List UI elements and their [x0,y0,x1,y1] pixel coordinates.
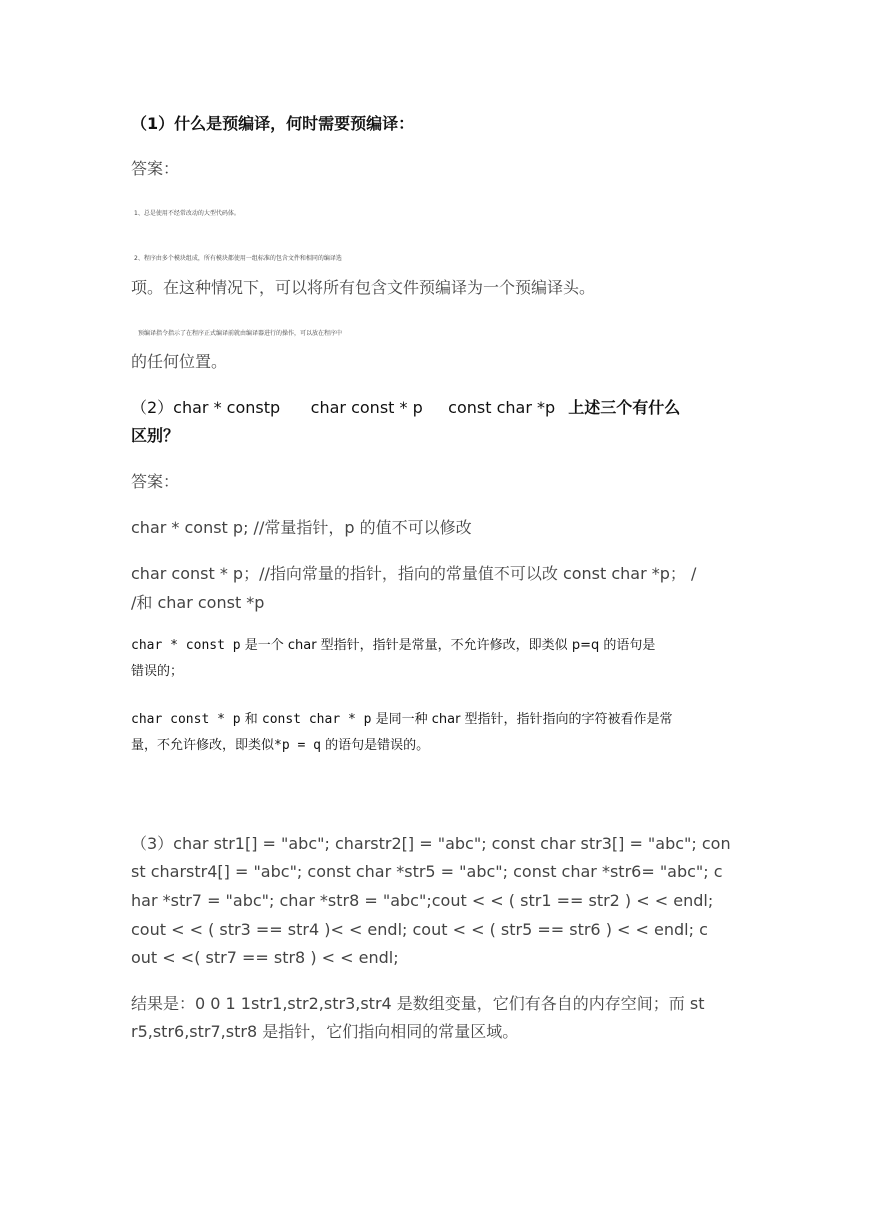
q2-title-line-2: 区别？ [131,426,180,445]
q2-answer-label: 答案： [131,472,180,491]
q1-answer-label: 答案： [131,159,180,178]
explain-text: 的语句是错误的。 [325,738,430,753]
q3-line-5: out < <( str7 == str8 ) < < endl; [131,948,399,967]
q3-line-3: har *str7 = "abc"; char *str8 = "abc";cout < < ( str1 == str2 ) < < endl; [131,891,714,910]
q3-result-line-1: 结果是：0 0 1 1str1,str2,str3,str4 是数组变量，它们有各自的内存空间；而 st [131,994,705,1013]
q3-line-2: st charstr4[] = "abc"; const char *str5 = "abc"; const char *str6= "abc"; c [131,862,723,881]
explain-text: 量，不允许修改，即类似 [131,738,275,753]
code-snippet: *p = q [274,738,321,753]
q1-item-2-line-2: 项。在这种情况下，可以将所有包含文件预编译为一个预编译头。 [131,278,596,297]
q2-title-text: 上述三个有什么 [568,398,681,417]
code-snippet: char const * p [131,712,241,727]
q2-answer-1: char * const p; //常量指针，p 的值不可以修改 [131,518,472,537]
code-snippet: char * const p [131,638,241,653]
q2-explain-2-line-2 [131,734,738,758]
explain-text: 是同一种 char 型指针，指针指向的字符被看作是常 [375,712,673,727]
explain-text: 是一个 char 型指针，指针是常量，不允许修改，即类似 p=q 的语句是 [244,638,656,653]
q2-explain-2 [131,708,738,732]
q1-note-line-2: 的任何位置。 [131,352,228,371]
q1-item-1: 1、总是使用不经常改动的大型代码体。 [134,210,240,217]
q1-note-line-1: 预编译指令指示了在程序正式编译前就由编译器进行的操作，可以放在程序中 [138,330,343,337]
q3-result-line-2: r5,str6,str7,str8 是指针，它们指向相同的常量区域。 [131,1022,519,1041]
q2-explain-1 [131,634,738,658]
q2-explain-1-line-2: 错误的； [131,664,184,679]
code-snippet: const char * p [261,712,372,727]
q3-line-1: （3）char str1[] = "abc"; charstr2[] = "abc"; const char str3[] = "abc"; con [131,834,731,853]
q2-title [131,394,738,422]
q1-item-2-line-1: 2、程序由多个模块组成，所有模块都使用一组标准的包含文件和相同的编译选 [134,255,342,262]
explain-text: 和 [244,712,258,727]
q2-title-code: （2）char * constp char const * p const char *p [131,398,556,417]
q2-answer-2-line-2: /和 char const *p [131,593,265,612]
q1-title: （1）什么是预编译，何时需要预编译： [131,114,415,133]
q2-answer-2-line-1: char const * p；//指向常量的指针，指向的常量值不可以改 const char *p； / [131,564,697,583]
q3-line-4: cout < < ( str3 == str4 )< < endl; cout < < ( str5 == str6 ) < < endl; c [131,920,708,939]
